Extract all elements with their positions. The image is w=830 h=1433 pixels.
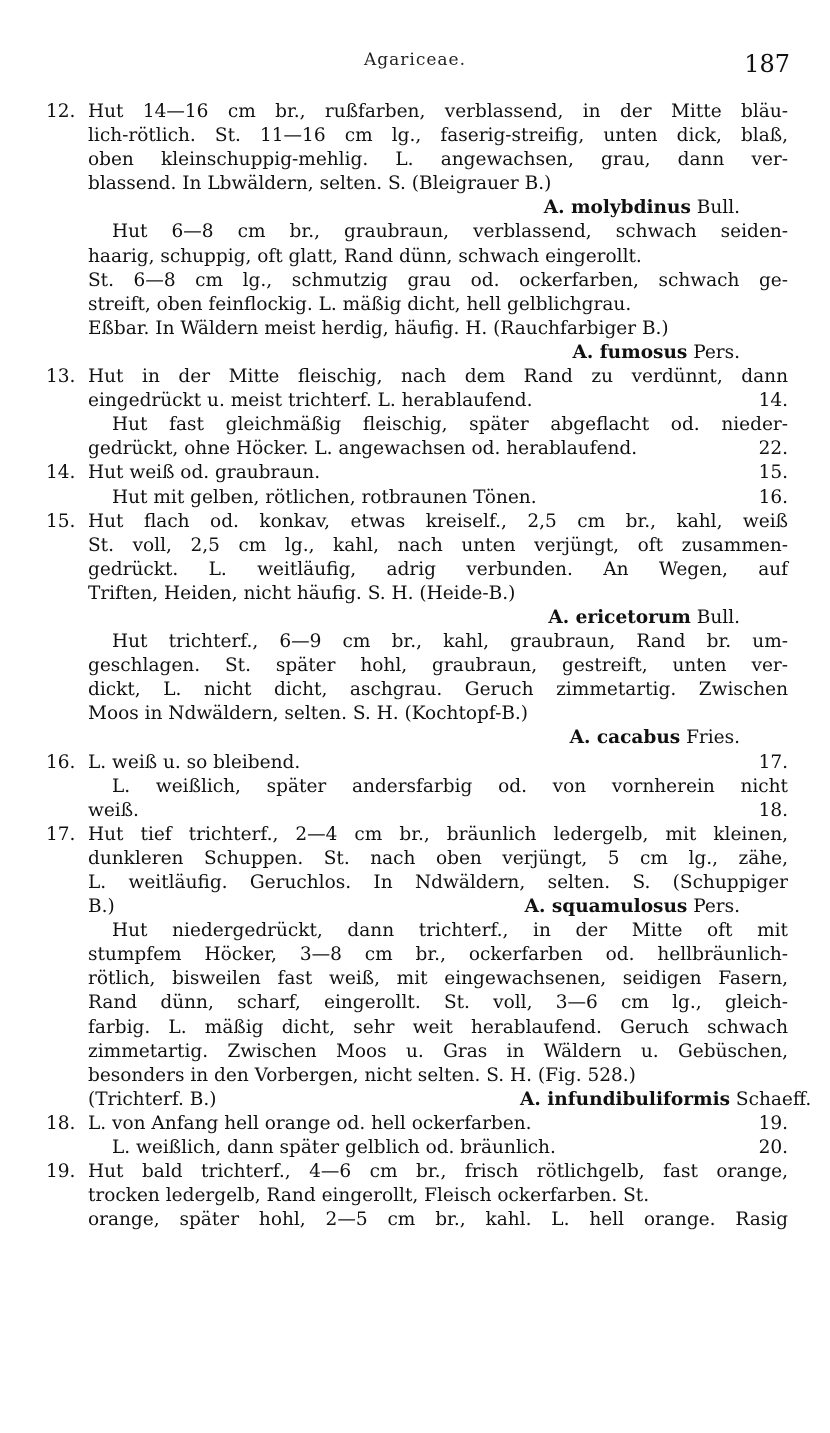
text-line	[0, 606, 830, 630]
text-line	[0, 630, 830, 654]
line-text: blassend. In Lbwäldern, selten. S. (Bleigrauer B.)	[88, 173, 552, 195]
lead-reference: 15.	[758, 462, 788, 484]
text-line	[0, 486, 830, 510]
species-author: Bull.	[690, 197, 740, 219]
species-author: Pers.	[687, 896, 740, 918]
text-line	[0, 1064, 830, 1088]
text-line	[0, 967, 830, 991]
lead-reference: 16.	[758, 486, 788, 508]
line-text: Hut in der Mitte fleischig, nach dem Rand zu verdünnt, dann	[88, 366, 788, 388]
species-name	[572, 341, 740, 365]
line-text: gedrückt, ohne Höcker. L. angewachsen od. herablaufend.	[88, 438, 638, 460]
text-line	[0, 172, 830, 196]
text-line	[0, 1136, 830, 1160]
text-line	[0, 148, 830, 172]
key-text	[0, 100, 830, 1232]
text-line	[0, 871, 830, 895]
lead-reference: 14.	[758, 390, 788, 412]
species-author: Schaeff.	[730, 1088, 812, 1110]
text-line	[0, 365, 830, 389]
line-text: Hut trichterf., 6—9 cm br., kahl, graubraun, Rand br. um-	[112, 631, 788, 653]
species-name	[525, 895, 740, 919]
text-line	[0, 461, 830, 485]
line-text: zimmetartig. Zwischen Moos u. Gras in Wäldern u. Gebüschen,	[88, 1040, 788, 1062]
text-line	[0, 799, 830, 823]
line-text: Hut niedergedrückt, dann trichterf., in der Mitte oft mit	[112, 920, 788, 942]
text-line	[0, 196, 830, 220]
text-line	[0, 558, 830, 582]
text-line	[0, 582, 830, 606]
lead-reference: 20.	[758, 1137, 788, 1159]
line-text: Hut mit gelben, rötlichen, rotbraunen Tönen.	[112, 486, 537, 508]
text-line	[0, 100, 830, 124]
species-name	[544, 196, 740, 220]
line-text: dickt, L. nicht dicht, aschgrau. Geruch zimmetartig. Zwischen	[88, 679, 788, 701]
text-line	[0, 413, 830, 437]
text-line	[0, 245, 830, 269]
text-line	[0, 919, 830, 943]
couplet-number: 14.	[46, 462, 76, 484]
line-text: oben kleinschuppig-mehlig. L. angewachsen, grau, dann ver-	[88, 149, 788, 171]
text-line	[0, 895, 830, 919]
text-line	[0, 389, 830, 413]
text-line	[0, 1184, 830, 1208]
couplet-number: 12.	[46, 101, 76, 122]
text-line	[0, 269, 830, 293]
species-author: Bull.	[690, 606, 740, 628]
text-line	[0, 847, 830, 871]
text-line	[0, 1160, 830, 1184]
line-text: L. weitläufig. Geruchlos. In Ndwäldern, selten. S. (Schuppiger	[88, 872, 788, 893]
text-line	[0, 124, 830, 148]
running-header: Agariceae.	[363, 50, 467, 70]
line-text: (Trichterf. B.)	[88, 1088, 217, 1110]
line-text: L. weißlich, dann später gelblich od. bräunlich.	[112, 1137, 556, 1159]
species-binomial: A. cacabus	[569, 727, 681, 749]
line-text: besonders in den Vorbergen, nicht selten. S. H. (Fig. 528.)	[88, 1064, 636, 1086]
species-name	[570, 726, 740, 750]
line-text: lich-rötlich. St. 11—16 cm lg., faserig-streifig, unten dick, blaß,	[88, 125, 788, 147]
lead-reference: 19.	[758, 1112, 788, 1134]
text-line	[0, 1016, 830, 1040]
text-line	[0, 1088, 830, 1112]
species-author: Pers.	[687, 341, 740, 363]
line-text: haarig, schuppig, oft glatt, Rand dünn, schwach eingerollt.	[88, 245, 642, 267]
line-text: Rand dünn, scharf, eingerollt. St. voll, 3—6 cm lg., gleich-	[88, 992, 788, 1014]
text-line	[0, 341, 830, 365]
line-text: B.)	[88, 896, 115, 918]
text-line	[0, 534, 830, 558]
lead-reference: 17.	[758, 751, 788, 773]
couplet-number: 13.	[46, 366, 76, 388]
line-text: Hut fast gleichmäßig fleischig, später abgeflacht od. nieder-	[112, 414, 788, 436]
page-number: 187	[744, 50, 790, 78]
couplet-number: 17.	[46, 823, 76, 845]
species-binomial: A. molybdinus	[543, 197, 691, 219]
line-text: rötlich, bisweilen fast weiß, mit eingewachsenen, seidigen Fasern,	[88, 968, 788, 990]
species-name	[520, 1088, 811, 1112]
line-text: L. weißlich, später andersfarbig od. von vornherein nicht	[112, 775, 788, 797]
species-binomial: A. infundibuliformis	[520, 1088, 731, 1110]
text-line	[0, 823, 830, 847]
species-binomial: A. fumosus	[572, 341, 688, 363]
line-text: Hut weiß od. graubraun.	[88, 462, 321, 484]
text-line	[0, 702, 830, 726]
lead-reference: 18.	[758, 799, 788, 821]
line-text: Moos in Ndwäldern, selten. S. H. (Kochtopf-B.)	[88, 703, 529, 725]
line-text: Eßbar. In Wäldern meist herdig, häufig. H. (Rauchfarbiger B.)	[88, 317, 669, 339]
line-text: L. weiß u. so bleibend.	[88, 751, 301, 773]
text-line	[0, 1112, 830, 1136]
text-line	[0, 293, 830, 317]
line-text: Hut 14—16 cm br., rußfarben, verblassend, in der Mitte bläu-	[88, 101, 788, 122]
text-line	[0, 943, 830, 967]
couplet-number: 18.	[46, 1112, 76, 1134]
line-text: Triften, Heiden, nicht häufig. S. H. (Heide-B.)	[88, 582, 516, 604]
text-line	[0, 991, 830, 1015]
line-text: trocken ledergelb, Rand eingerollt, Fleisch ockerfarben. St.	[88, 1185, 650, 1207]
text-line	[0, 726, 830, 750]
text-line	[0, 437, 830, 461]
line-text: geschlagen. St. später hohl, graubraun, gestreift, unten ver-	[88, 655, 788, 677]
line-text: dunkleren Schuppen. St. nach oben verjüngt, 5 cm lg., zähe,	[88, 847, 788, 869]
lead-reference: 22.	[758, 438, 788, 460]
text-line	[0, 775, 830, 799]
line-text: L. von Anfang hell orange od. hell ockerfarben.	[88, 1112, 532, 1134]
line-text: orange, später hohl, 2—5 cm br., kahl. L. hell orange. Rasig	[88, 1209, 788, 1231]
text-line	[0, 751, 830, 775]
line-text: streift, oben feinflockig. L. mäßig dicht, hell gelblichgrau.	[88, 293, 632, 315]
line-text: Hut 6—8 cm br., graubraun, verblassend, schwach seiden-	[112, 221, 788, 243]
couplet-number: 16.	[46, 751, 76, 773]
text-line	[0, 317, 830, 341]
couplet-number: 19.	[46, 1161, 76, 1183]
species-author: Fries.	[680, 727, 740, 749]
line-text: St. 6—8 cm lg., schmutzig grau od. ockerfarben, schwach ge-	[88, 269, 788, 291]
line-text: Hut flach od. konkav, etwas kreiself., 2,5 cm br., kahl, weiß	[88, 510, 788, 532]
line-text: eingedrückt u. meist trichterf. L. herablaufend.	[88, 390, 533, 412]
couplet-number: 15.	[46, 510, 76, 532]
text-line	[0, 1040, 830, 1064]
line-text: stumpfem Höcker, 3—8 cm br., ockerfarben od. hellbräunlich-	[88, 944, 788, 966]
text-line	[0, 510, 830, 534]
species-name	[548, 606, 740, 630]
text-line	[0, 1208, 830, 1232]
line-text: weiß.	[88, 799, 139, 821]
line-text: Hut tief trichterf., 2—4 cm br., bräunlich ledergelb, mit kleinen,	[88, 823, 788, 845]
species-binomial: A. ericetorum	[548, 606, 691, 628]
species-binomial: A. squamulosus	[524, 896, 688, 918]
line-text: farbig. L. mäßig dicht, sehr weit herablaufend. Geruch schwach	[88, 1016, 788, 1038]
text-line	[0, 220, 830, 244]
line-text: Hut bald trichterf., 4—6 cm br., frisch rötlichgelb, fast orange,	[88, 1161, 788, 1183]
line-text: gedrückt. L. weitläufig, adrig verbunden. An Wegen, auf	[88, 558, 788, 580]
text-line	[0, 654, 830, 678]
text-line	[0, 678, 830, 702]
line-text: St. voll, 2,5 cm lg., kahl, nach unten verjüngt, oft zusammen-	[88, 534, 788, 556]
